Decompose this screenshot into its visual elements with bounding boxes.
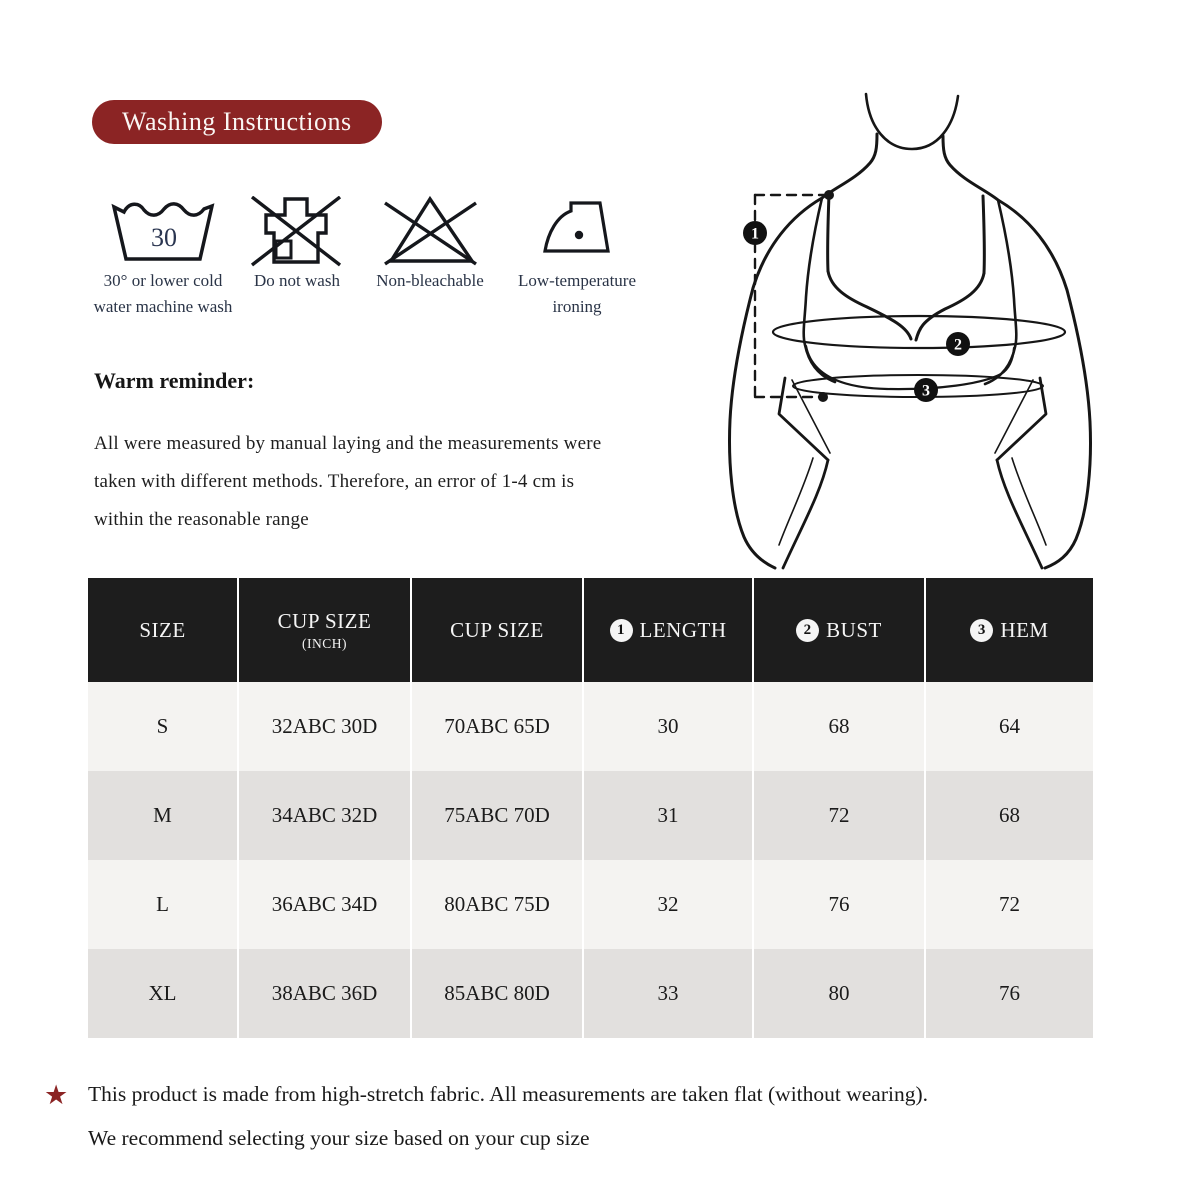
circled-1-icon: 1	[610, 619, 633, 642]
machine-wash-30-label: 30° or lower cold water machine wash	[93, 271, 233, 316]
warm-reminder-heading: Warm reminder:	[94, 368, 255, 393]
svg-text:3: 3	[922, 382, 930, 400]
reminder-text-line: All were measured by manual laying and the measurements were	[94, 433, 602, 454]
wash-temperature-value: 30	[151, 223, 177, 252]
length-measure-bracket	[755, 195, 829, 397]
size-table-header	[88, 578, 1093, 682]
washing-instructions-badge	[92, 100, 382, 144]
circled-2-icon: 2	[796, 619, 819, 642]
svg-text:1: 1	[751, 225, 759, 243]
header-cup-size-inch: CUP SIZE (INCH)	[239, 578, 410, 682]
star-icon: ★	[44, 1080, 69, 1110]
table-row-s: S 32ABC 30D 70ABC 65D 30 68 64	[88, 682, 1093, 771]
non-bleachable-label: Non-bleachable	[376, 271, 484, 290]
size-table	[88, 578, 1093, 1038]
low-temperature-ironing-icon	[540, 199, 615, 261]
right-strap	[983, 196, 984, 273]
header-length: 1 LENGTH	[584, 578, 752, 682]
non-bleachable-icon	[383, 194, 478, 266]
do-not-wash-icon	[251, 196, 341, 268]
header-bust: 2 BUST	[754, 578, 924, 682]
circled-3-icon: 3	[970, 619, 993, 642]
header-hem: 3 HEM	[926, 578, 1093, 682]
left-strap	[828, 194, 829, 271]
machine-wash-30-icon	[108, 197, 218, 269]
footnote-line: We recommend selecting your size based on your cup size	[88, 1126, 590, 1150]
reminder-text-line: within the reasonable range	[94, 509, 309, 530]
do-not-wash-label: Do not wash	[254, 271, 340, 290]
header-size: SIZE	[88, 578, 237, 682]
svg-text:2: 2	[954, 336, 962, 354]
diagram-marker-bust	[946, 332, 970, 356]
table-row-l: L 36ABC 34D 80ABC 75D 32 76 72	[88, 860, 1093, 949]
reminder-text-line: taken with different methods. Therefore, an error of 1-4 cm is	[94, 471, 575, 492]
diagram-marker-hem	[914, 378, 938, 402]
low-temperature-ironing-label: Low-temperature ironing	[518, 271, 636, 316]
table-row-m: M 34ABC 32D 75ABC 70D 31 72 68	[88, 771, 1093, 860]
diagram-marker-length	[743, 221, 767, 245]
body-measurement-diagram	[695, 90, 1165, 570]
header-cup-size: CUP SIZE	[412, 578, 582, 682]
table-row-xl: XL 38ABC 36D 85ABC 80D 33 80 76	[88, 949, 1093, 1038]
washing-instructions-title: Washing Instructions	[122, 107, 352, 136]
footnote-line: This product is made from high-stretch fabric. All measurements are taken flat (without wearing).	[88, 1082, 929, 1106]
